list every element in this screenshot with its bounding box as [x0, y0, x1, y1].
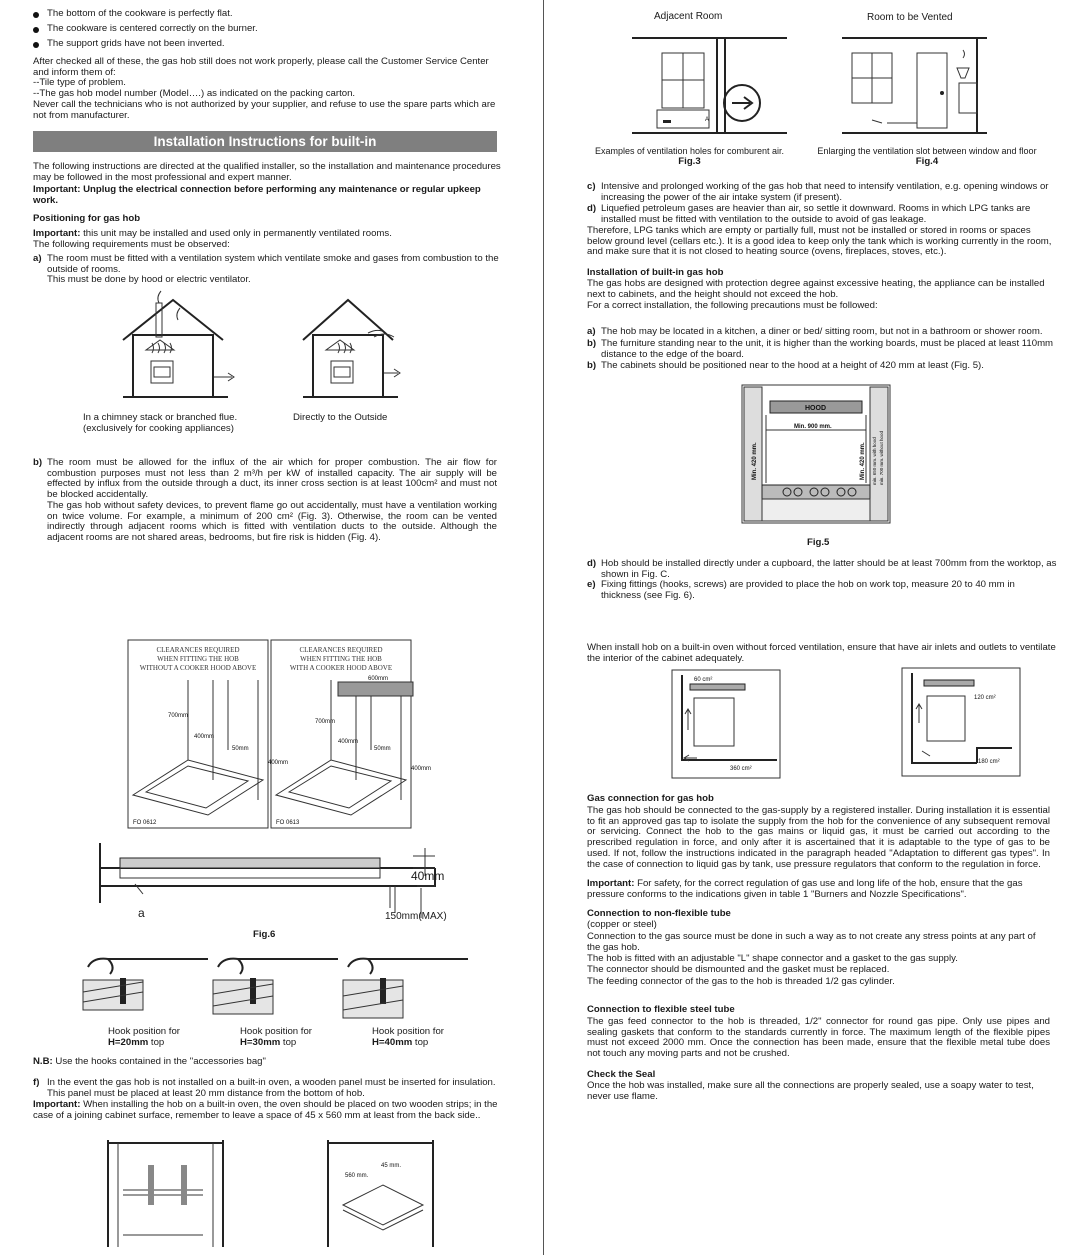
item-label: a) — [587, 326, 596, 337]
check-list — [33, 9, 258, 54]
cabinet-gap-diagram — [323, 1135, 443, 1250]
nonflex-sub: (copper or steel) — [587, 919, 657, 930]
paragraph: --The gas hob model number (Model….) as indicated on the packing carton. — [33, 88, 356, 100]
nb-label: N.B: — [33, 1056, 53, 1067]
caption-line: In a chimney stack or branched flue. — [83, 412, 238, 423]
item-label: d) — [587, 203, 597, 214]
dimension-label: 600mm — [368, 676, 389, 682]
hook-40mm-diagram — [338, 952, 478, 1022]
fig6-40mm-label: 40mm — [411, 869, 445, 883]
after-check-block — [33, 57, 503, 121]
nb-note — [33, 1057, 266, 1068]
figure-code: FO 0613 — [276, 820, 300, 826]
caption-line: (exclusively for cooking appliances) — [83, 422, 234, 434]
fig6-a-label: a — [138, 906, 145, 920]
hood-label: HOOD — [805, 405, 826, 412]
section-banner: Installation Instructions for built-in — [33, 131, 497, 152]
vent-area-label: 180 cm² — [978, 759, 1000, 765]
item-label: e) — [587, 579, 596, 590]
item-text: The gas hob without safety devices, to prevent flame go out accidentally, must have a ventilation working on twice volume. For example, a minimum of 200 cm² (Fig. 3). Otherwise, the room can be vented indirectly through adjacent rooms which is fitted with ventilation ducts to the outside. Although the adjacent rooms are not shared areas, bedrooms, but fire risk is hidden (Fig. 4). — [47, 499, 497, 544]
item-text: This must be done by hood or electric ventilator. — [47, 274, 251, 286]
house-chimney-diagram — [118, 295, 248, 405]
dimension-label: 50mm — [374, 746, 391, 752]
hook-30mm-diagram — [208, 952, 348, 1022]
list-item: The support grids have not been inverted. — [33, 39, 258, 54]
cabinet-strips-diagram — [103, 1135, 233, 1250]
oven-vent-diagram-2 — [902, 668, 1022, 778]
item-text: The room must be allowed for the influx of the air which for proper combustion. The air flow for combustion purposes must not less than 2 m³/h per kW of installed capacity. The air supply will be effected by influx from the outside through a duct, its inner cross section is at least 100cm² and must not be blocked accidentally. — [47, 457, 497, 501]
clearances-diagram — [128, 640, 448, 830]
fig6-caption: Fig.6 — [253, 929, 276, 940]
dimension-label: 400mm — [411, 766, 432, 772]
nonflex-heading: Connection to non-flexible tube — [587, 908, 731, 919]
item-re — [587, 580, 1057, 601]
lpg-paragraph: Therefore, LPG tanks which are empty or partially full, must not be installed or stored in rooms or spaces below ground level (cellars etc.). It is a good idea to keep only the tank which is working currently in the room, and make sure that it is not closed to heating source (ovens, fireplaces, stoves, etc.). — [587, 225, 1052, 258]
dimension-label: 400mm — [194, 734, 215, 740]
figure-code: FO 0612 — [133, 820, 157, 826]
dimension-label: 560 mm. — [345, 1173, 369, 1179]
vent-area-label: 360 cm² — [730, 766, 752, 772]
room-vented-label: Room to be Vented — [867, 12, 953, 23]
item-b — [33, 458, 497, 544]
clearance-label: WHEN FITTING THE HOB — [300, 655, 382, 663]
oven-vent-diagram-1 — [672, 670, 782, 780]
dimension-label: 700mm — [168, 713, 189, 719]
dimension-label: Min. 900 mm. — [794, 424, 832, 430]
caption-outside: Directly to the Outside — [293, 412, 388, 423]
install-heading: Installation of built-in gas hob — [587, 267, 724, 278]
dimension-label: 700mm — [315, 719, 336, 725]
item-label: d) — [587, 558, 597, 569]
requirements-line: The following requirements must be observed: — [33, 239, 230, 250]
column-divider — [543, 0, 544, 1255]
item-a — [33, 254, 503, 286]
important-text: For safety, for the correct regulation of gas use and long life of the hob, ensure that the gas pressure conforms to the indications given in table 1 "Burners and Nozzle Specifications". — [587, 878, 1023, 900]
item-c — [587, 182, 1057, 203]
gas-heading: Gas connection for gas hob — [587, 793, 714, 804]
important-label: Important: — [33, 1099, 81, 1110]
intro-paragraph: The following instructions are directed at the qualified installer, so the installation and maintenance procedures may be followed in the most professional and expert manner. — [33, 161, 501, 183]
item-text: Intensive and prolonged working of the gas hob that need to intensify ventilation, e.g. opening windows or increasing the power of the air intake system (if present). — [601, 181, 1049, 203]
fig4-label: Fig.4 — [915, 156, 939, 167]
caption-bold: H=40mm — [372, 1036, 413, 1048]
paragraph: Never call the technicians who is not authorized by your supplier, and refuse to use the spare parts which are not from manufacturer. — [33, 98, 496, 121]
gas-important — [587, 879, 1050, 900]
item-label: b) — [587, 338, 597, 349]
dimension-label: min. 700 mm. without hood — [879, 430, 884, 485]
dimension-label: Min. 420 mm. — [860, 442, 866, 480]
fig3-label: Fig.3 — [678, 156, 701, 167]
item-text: The hob may be located in a kitchen, a diner or bed/ sitting room, but not in a bathroom or shower room. — [601, 326, 1043, 337]
caption-line: Hook position for — [108, 1026, 180, 1037]
item-d — [587, 204, 1057, 225]
item-f — [33, 1078, 513, 1099]
fig4-diagram — [837, 28, 997, 143]
caption-line: Hook position for — [240, 1026, 312, 1037]
list-item: The cookware is centered correctly on the burner. — [33, 24, 258, 39]
oven-ventilation-paragraph: When install hob on a built-in oven without forced ventilation, ensure that have air inlets and outlets to ventilate the interior of the cabinet adequately. — [587, 642, 1056, 664]
vent-area-label: 60 cm² — [694, 677, 713, 683]
dimension-label: min. 650 mm. with hood — [872, 437, 877, 485]
item-ra — [587, 327, 1057, 338]
nonflex-paragraph: The feeding connector of the gas to the hob is threaded 1/2 gas cylinder. — [587, 976, 895, 987]
caption-line: Hook position for — [372, 1026, 444, 1037]
item-label: f) — [33, 1077, 40, 1088]
paragraph: --Tile type of problem. — [33, 77, 126, 89]
item-label: a) — [33, 253, 42, 264]
important-text: When installing the hob on a built-in oven, the oven should be placed on two wooden strips; in the case of a joining cabinet surface, remember to leave a space of 45 x 560 mm at least from the back side.. — [33, 1099, 498, 1121]
nonflex-paragraph: The connector should be dismounted and the gasket must be replaced. — [587, 964, 890, 975]
nb-text: Use the hooks contained in the "accessories bag" — [52, 1056, 266, 1067]
flex-heading: Connection to flexible steel tube — [587, 1004, 735, 1015]
item-text: Fixing fittings (hooks, screws) are provided to place the hob on work top, measure 20 to 40 mm in thickness (see Fig. 6). — [601, 579, 1015, 601]
positioning-heading: Positioning for gas hob — [33, 213, 141, 224]
fig5-diagram — [742, 385, 892, 525]
important-oven — [33, 1100, 503, 1121]
fig6-150mm-label: 150mm(MAX) — [385, 911, 447, 922]
hook-40-caption — [372, 1027, 444, 1048]
clearance-label: WITHOUT A COOKER HOOD ABOVE — [139, 664, 257, 672]
important-label: Important: — [587, 878, 635, 889]
dimension-label: Min. 420 mm. — [752, 442, 758, 480]
fig3-vent-label: A — [705, 117, 710, 123]
important-label: Important: — [33, 228, 81, 239]
flex-paragraph: The gas feed connector to the hob is threaded, 1/2" connector for round gas pipe. Only use pipes and sealing gaskets that conform to the standards currently in force. The maximum length of the flexible pipes must not exceed 2000 mm. Once the connection has been made, ensure that the flexible metal tube does not touch any moving parts and not be crushed. — [587, 1016, 1050, 1060]
caption-line: top — [280, 1036, 297, 1048]
item-text: The furniture standing near to the unit, it is higher than the working boards, must be placed at least 110mm distance to the edge of the board. — [601, 338, 1054, 360]
vent-area-label: 120 cm² — [974, 695, 996, 701]
nonflex-paragraph: Connection to the gas source must be done in such a way as to not create any stress points at any part of the gas hob. — [587, 931, 1036, 953]
hook-30-caption — [240, 1027, 312, 1048]
fig3-diagram — [627, 28, 797, 143]
dimension-label: 45 mm. — [381, 1163, 402, 1169]
nonflex-paragraph: The hob is fitted with an adjustable "L" shape connector and a gasket to the gas supply. — [587, 953, 958, 964]
adjacent-room-label: Adjacent Room — [654, 11, 723, 22]
clearance-label: CLEARANCES REQUIRED — [156, 646, 240, 654]
item-text: The cabinets should be positioned near to the hood at a height of 420 mm at least (Fig. 5). — [601, 360, 984, 371]
gas-paragraph: The gas hob should be connected to the gas-supply by a registered installer. During installation it is essential to fit an approved gas tap to isolate the supply from the hob for the convenience of any subsequent removal or servicing. Connect the hob to the gas mains or liquid gas, it must be carried out according to the prescribed regulation in force, and only after it is ascertained that it is adaptable to the type of gas to be used. If not, follow the instructions indicated in the paragraph headed "Adaptation to different gas types". In the case of connection to liquid gas by tank, use pressure regulators that conform to the regulation in force. — [587, 805, 1050, 870]
caption-line: top — [148, 1036, 165, 1048]
dimension-label: 50mm — [232, 746, 249, 752]
item-rb — [587, 339, 1057, 360]
hook-20-caption — [108, 1027, 180, 1048]
hook-20mm-diagram — [78, 952, 218, 1022]
item-rd — [587, 559, 1057, 580]
clearance-label: WHEN FITTING THE HOB — [157, 655, 239, 663]
caption-line: top — [412, 1036, 429, 1048]
install-paragraph: The gas hobs are designed with protection degree against excessive heating, the appliance can be installed next to cabinets, and the height should not exceed the hob. — [587, 278, 1045, 300]
item-text: The room must be fitted with a ventilation system which ventilate smoke and gases from combustion to the outside of rooms. — [47, 253, 499, 275]
important-text: this unit may be installed and used only in permanently ventilated rooms. — [80, 228, 392, 239]
item-text: Hob should be installed directly under a cupboard, the latter should be at least 700mm from the worktop, as shown in Fig. C. — [601, 558, 1057, 580]
item-rc — [587, 361, 1057, 372]
dimension-label: 400mm — [338, 739, 359, 745]
seal-paragraph: Once the hob was installed, make sure all the connections are properly sealed, use a soapy water to test, never use flame. — [587, 1080, 1034, 1102]
seal-heading: Check the Seal — [587, 1069, 656, 1080]
dimension-label: 400mm — [268, 760, 289, 766]
important-unplug: Important: Unplug the electrical connection before performing any maintenance or regular upkeep work. — [33, 184, 481, 206]
item-text: In the event the gas hob is not installed on a built-in oven, a wooden panel must be inserted for insulation. This panel must be placed at least 20 mm distance from the bottom of hob. — [47, 1077, 496, 1099]
caption-bold: H=20mm — [108, 1036, 149, 1048]
list-item: The bottom of the cookware is perfectly flat. — [33, 9, 258, 24]
fig3-caption: Examples of ventilation holes for comburent air. — [594, 146, 785, 156]
clearance-label: CLEARANCES REQUIRED — [299, 646, 383, 654]
paragraph: After checked all of these, the gas hob still does not work properly, please call the Customer Service Center and inform them of: — [33, 56, 489, 78]
fig4-caption: Enlarging the ventilation slot between window and floor — [817, 146, 1037, 156]
item-text: Liquefied petroleum gases are heavier than air, so settle it downward. Rooms in which LPG tanks are installed must be fitted with ventilation to the outside to avoid of gas leakage. — [601, 203, 1031, 225]
item-label: b) — [33, 457, 43, 468]
clearance-label: WITH A COOKER HOOD ABOVE — [289, 664, 393, 672]
caption-bold: H=30mm — [240, 1036, 281, 1048]
caption-chimney — [83, 413, 237, 434]
item-label: b) — [587, 360, 597, 371]
house-outside-diagram — [298, 295, 418, 405]
item-label: c) — [587, 181, 596, 192]
fig5-caption: Fig.5 — [807, 537, 830, 548]
install-paragraph: For a correct installation, the following precautions must be followed: — [587, 300, 878, 311]
